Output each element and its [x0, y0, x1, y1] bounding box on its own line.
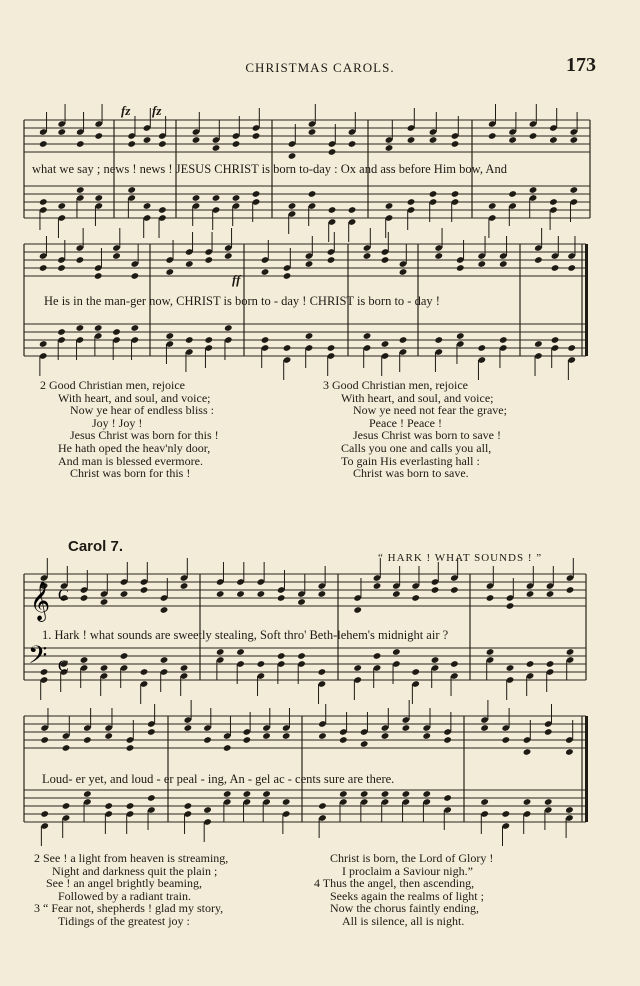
note-head: [529, 186, 538, 194]
verse-line: Now ye need not fear the grave;: [353, 403, 507, 418]
note-head: [488, 132, 497, 140]
note-head: [180, 664, 189, 672]
note-head: [480, 724, 489, 732]
note-head: [565, 806, 574, 814]
treble-clef-icon: 𝄞: [30, 581, 51, 621]
note-head: [76, 324, 85, 332]
note-head: [100, 664, 109, 672]
note-head: [429, 190, 438, 198]
verse-block-left: [40, 379, 219, 480]
verse-line: With heart, and soul, and voice;: [58, 390, 211, 405]
verse-line: Followed by a radiant train.: [58, 888, 191, 903]
note-head: [385, 144, 394, 152]
verse-line: Christ was born to save.: [353, 466, 469, 481]
note-head: [212, 194, 221, 202]
verse-line: 2 Good Christian men, rejoice: [40, 378, 185, 392]
note-head: [363, 332, 372, 340]
note-head: [131, 272, 140, 280]
note-head: [348, 206, 357, 214]
note-head: [399, 336, 408, 344]
note-head: [422, 790, 431, 798]
note-head: [534, 340, 543, 348]
note-head: [549, 198, 558, 206]
verse-line: Christ is born, the Lord of Glory !: [330, 851, 494, 865]
note-head: [184, 724, 193, 732]
note-head: [100, 598, 109, 606]
note-head: [456, 264, 465, 272]
note-head: [534, 256, 543, 264]
note-head: [381, 256, 390, 264]
note-head: [223, 744, 232, 752]
note-head: [80, 594, 89, 602]
note-head: [526, 660, 535, 668]
note-head: [567, 344, 576, 352]
note-head: [443, 794, 452, 802]
note-head: [83, 790, 92, 798]
note-head: [120, 590, 129, 598]
note-head: [567, 264, 576, 272]
note-head: [451, 140, 460, 148]
note-head: [204, 256, 213, 264]
note-head: [328, 148, 337, 156]
note-head: [544, 728, 553, 736]
note-head: [165, 268, 174, 276]
verse-line: Calls you one and calls you all,: [341, 440, 492, 455]
note-head: [523, 798, 532, 806]
verse-line: Now the chorus faintly ending,: [330, 901, 479, 916]
note-head: [353, 606, 362, 614]
note-head: [261, 268, 270, 276]
note-head: [318, 802, 327, 810]
note-head: [140, 586, 149, 594]
note-head: [501, 736, 510, 744]
note-head: [223, 790, 232, 798]
note-head: [277, 652, 286, 660]
note-head: [407, 136, 416, 144]
note-head: [62, 802, 71, 810]
note-head: [297, 652, 306, 660]
note-head: [381, 790, 390, 798]
note-head: [486, 594, 495, 602]
verse-line: 3 “ Fear not, shepherds ! glad my story,: [34, 901, 224, 916]
note-head: [451, 190, 460, 198]
note-head: [429, 136, 438, 144]
note-head: [339, 790, 348, 798]
note-head: [360, 740, 369, 748]
verse-block-left: [34, 852, 228, 928]
lyric-line: He is in the man-ger now, CHRIST is born to - day ! CHRIST is born to - day !: [44, 294, 440, 308]
note-head: [243, 736, 252, 744]
note-head: [80, 656, 89, 664]
note-head: [39, 340, 48, 348]
note-head: [443, 736, 452, 744]
note-head: [203, 806, 212, 814]
note-head: [402, 790, 411, 798]
verse-line: Jesus Christ was born for this !: [70, 428, 219, 443]
note-head: [83, 736, 92, 744]
lyric-line: Loud- er yet, and loud - er peal - ing, An - gel ac - cents sure are there.: [42, 772, 395, 786]
note-head: [126, 802, 135, 810]
note-head: [62, 744, 71, 752]
note-head: [565, 748, 574, 756]
verse-block-right: [314, 852, 493, 928]
note-head: [243, 790, 252, 798]
note-head: [288, 152, 297, 160]
page-number: 173: [566, 54, 596, 76]
note-head: [363, 252, 372, 260]
note-head: [252, 132, 261, 140]
note-head: [305, 260, 314, 268]
note-head: [94, 324, 103, 332]
note-head: [431, 656, 440, 664]
note-head: [40, 810, 49, 818]
note-head: [477, 260, 486, 268]
note-head: [160, 606, 169, 614]
note-head: [288, 202, 297, 210]
verse-line: Joy ! Joy !: [92, 415, 143, 430]
verse-line: And man is blessed evermore.: [58, 453, 203, 468]
verse-line: 3 Good Christian men, rejoice: [323, 378, 468, 392]
verse-line: See ! an angel brightly beaming,: [46, 876, 202, 891]
note-head: [94, 132, 103, 140]
note-head: [76, 140, 85, 148]
note-head: [328, 206, 337, 214]
note-head: [327, 344, 336, 352]
bass-clef-icon: 𝄢: [28, 641, 48, 676]
note-head: [305, 332, 314, 340]
note-head: [192, 136, 201, 144]
note-head: [57, 202, 66, 210]
note-head: [203, 736, 212, 744]
note-head: [57, 264, 66, 272]
note-head: [569, 186, 578, 194]
note-head: [127, 140, 136, 148]
note-head: [257, 590, 266, 598]
note-head: [546, 660, 555, 668]
note-head: [252, 190, 261, 198]
note-head: [499, 336, 508, 344]
note-head: [112, 328, 121, 336]
verse-line: Now ye hear of endless bliss :: [70, 403, 214, 418]
carol-title: Carol 7.: [68, 538, 124, 555]
note-head: [529, 132, 538, 140]
note-head: [261, 336, 270, 344]
verse-line: 2 See ! a light from heaven is streaming,: [34, 851, 229, 865]
note-head: [180, 582, 189, 590]
note-head: [431, 586, 440, 594]
note-head: [204, 336, 213, 344]
note-head: [57, 128, 66, 136]
note-head: [318, 590, 327, 598]
verse-line: Jesus Christ was born to save !: [353, 428, 501, 443]
note-head: [566, 648, 575, 656]
note-head: [57, 328, 66, 336]
note-head: [232, 140, 241, 148]
note-head: [283, 344, 292, 352]
note-head: [434, 252, 443, 260]
note-head: [236, 648, 245, 656]
note-head: [165, 332, 174, 340]
note-head: [76, 256, 85, 264]
note-head: [353, 664, 362, 672]
note-head: [262, 790, 271, 798]
note-head: [327, 256, 336, 264]
note-head: [456, 332, 465, 340]
note-head: [120, 652, 129, 660]
note-head: [318, 732, 327, 740]
note-head: [373, 652, 382, 660]
note-head: [488, 202, 497, 210]
note-head: [185, 336, 194, 344]
note-head: [143, 136, 152, 144]
note-head: [450, 660, 459, 668]
running-header: CHRISTMAS CAROLS.: [245, 60, 395, 75]
note-head: [224, 252, 233, 260]
note-head: [373, 582, 382, 590]
time-signature-icon: C: [58, 658, 69, 675]
note-head: [297, 598, 306, 606]
note-head: [185, 260, 194, 268]
note-head: [402, 724, 411, 732]
verse-line: Peace ! Peace !: [369, 415, 442, 430]
dynamic-marking: fz: [152, 103, 162, 118]
verse-line: Seeks again the realms of light ;: [330, 888, 484, 903]
note-head: [551, 336, 560, 344]
note-head: [140, 668, 149, 676]
note-head: [392, 590, 401, 598]
note-head: [434, 336, 443, 344]
note-head: [131, 324, 140, 332]
note-head: [39, 264, 48, 272]
note-head: [566, 586, 575, 594]
note-head: [381, 732, 390, 740]
note-head: [486, 648, 495, 656]
note-head: [508, 136, 517, 144]
note-head: [277, 594, 286, 602]
note-head: [477, 344, 486, 352]
note-head: [216, 590, 225, 598]
verse-line: With heart, and soul, and voice;: [341, 390, 494, 405]
note-head: [506, 664, 515, 672]
note-head: [76, 186, 85, 194]
note-head: [407, 198, 416, 206]
note-head: [546, 590, 555, 598]
dynamic-marking: fz: [121, 103, 131, 118]
note-head: [339, 736, 348, 744]
note-head: [94, 194, 103, 202]
note-head: [506, 602, 515, 610]
note-head: [126, 744, 135, 752]
note-head: [523, 748, 532, 756]
note-head: [257, 660, 266, 668]
verse-line: Tidings of the greatest joy :: [58, 913, 190, 928]
note-head: [348, 140, 357, 148]
note-head: [392, 648, 401, 656]
note-head: [308, 128, 317, 136]
note-head: [508, 190, 517, 198]
lyric-line: 1. Hark ! what sounds are sweetly stealing, Soft thro' Beth-lehem's midnight air ?: [42, 628, 449, 642]
note-head: [127, 186, 136, 194]
tune-name: “ HARK ! WHAT SOUNDS ! ”: [378, 552, 543, 564]
note-head: [160, 656, 169, 664]
note-head: [526, 590, 535, 598]
note-head: [385, 202, 394, 210]
note-head: [158, 140, 167, 148]
note-head: [381, 340, 390, 348]
note-head: [282, 732, 291, 740]
note-head: [216, 648, 225, 656]
note-head: [544, 798, 553, 806]
note-head: [422, 732, 431, 740]
note-head: [569, 136, 578, 144]
verse-line: He hath oped the heav'nly door,: [58, 440, 211, 455]
verse-line: I proclaim a Saviour nigh.”: [342, 863, 473, 878]
note-head: [39, 198, 48, 206]
note-head: [224, 324, 233, 332]
note-head: [192, 194, 201, 202]
note-head: [40, 736, 49, 744]
note-head: [184, 802, 193, 810]
note-head: [39, 140, 48, 148]
note-head: [147, 794, 156, 802]
note-head: [318, 668, 327, 676]
note-head: [411, 594, 420, 602]
note-head: [480, 798, 489, 806]
note-head: [262, 732, 271, 740]
note-head: [501, 810, 510, 818]
note-head: [283, 272, 292, 280]
note-head: [104, 732, 113, 740]
note-head: [360, 790, 369, 798]
note-head: [212, 144, 221, 152]
lyric-line: what we say ; news ! news ! JESUS CHRIST is born to-day : Ox and ass before Him bow, And: [32, 162, 507, 176]
verse-line: Night and darkness quit the plain ;: [52, 863, 218, 878]
note-head: [112, 252, 121, 260]
verse-block-right: [323, 379, 507, 480]
verse-line: To gain His everlasting hall :: [341, 453, 480, 468]
dynamic-marking: ff: [232, 272, 241, 287]
time-signature-icon: C: [58, 587, 69, 604]
note-head: [399, 268, 408, 276]
note-head: [411, 668, 420, 676]
verse-line: Christ was born for this !: [70, 466, 191, 481]
note-head: [104, 802, 113, 810]
note-head: [549, 136, 558, 144]
note-head: [232, 194, 241, 202]
note-head: [499, 260, 508, 268]
note-head: [236, 590, 245, 598]
note-head: [450, 586, 459, 594]
note-head: [158, 206, 167, 214]
note-head: [282, 798, 291, 806]
note-head: [308, 190, 317, 198]
verse-line: 4 Thus the angel, then ascending,: [314, 876, 475, 891]
note-head: [143, 202, 152, 210]
note-head: [551, 264, 560, 272]
note-head: [147, 728, 156, 736]
verse-line: All is silence, all is night.: [342, 913, 465, 928]
note-head: [94, 272, 103, 280]
